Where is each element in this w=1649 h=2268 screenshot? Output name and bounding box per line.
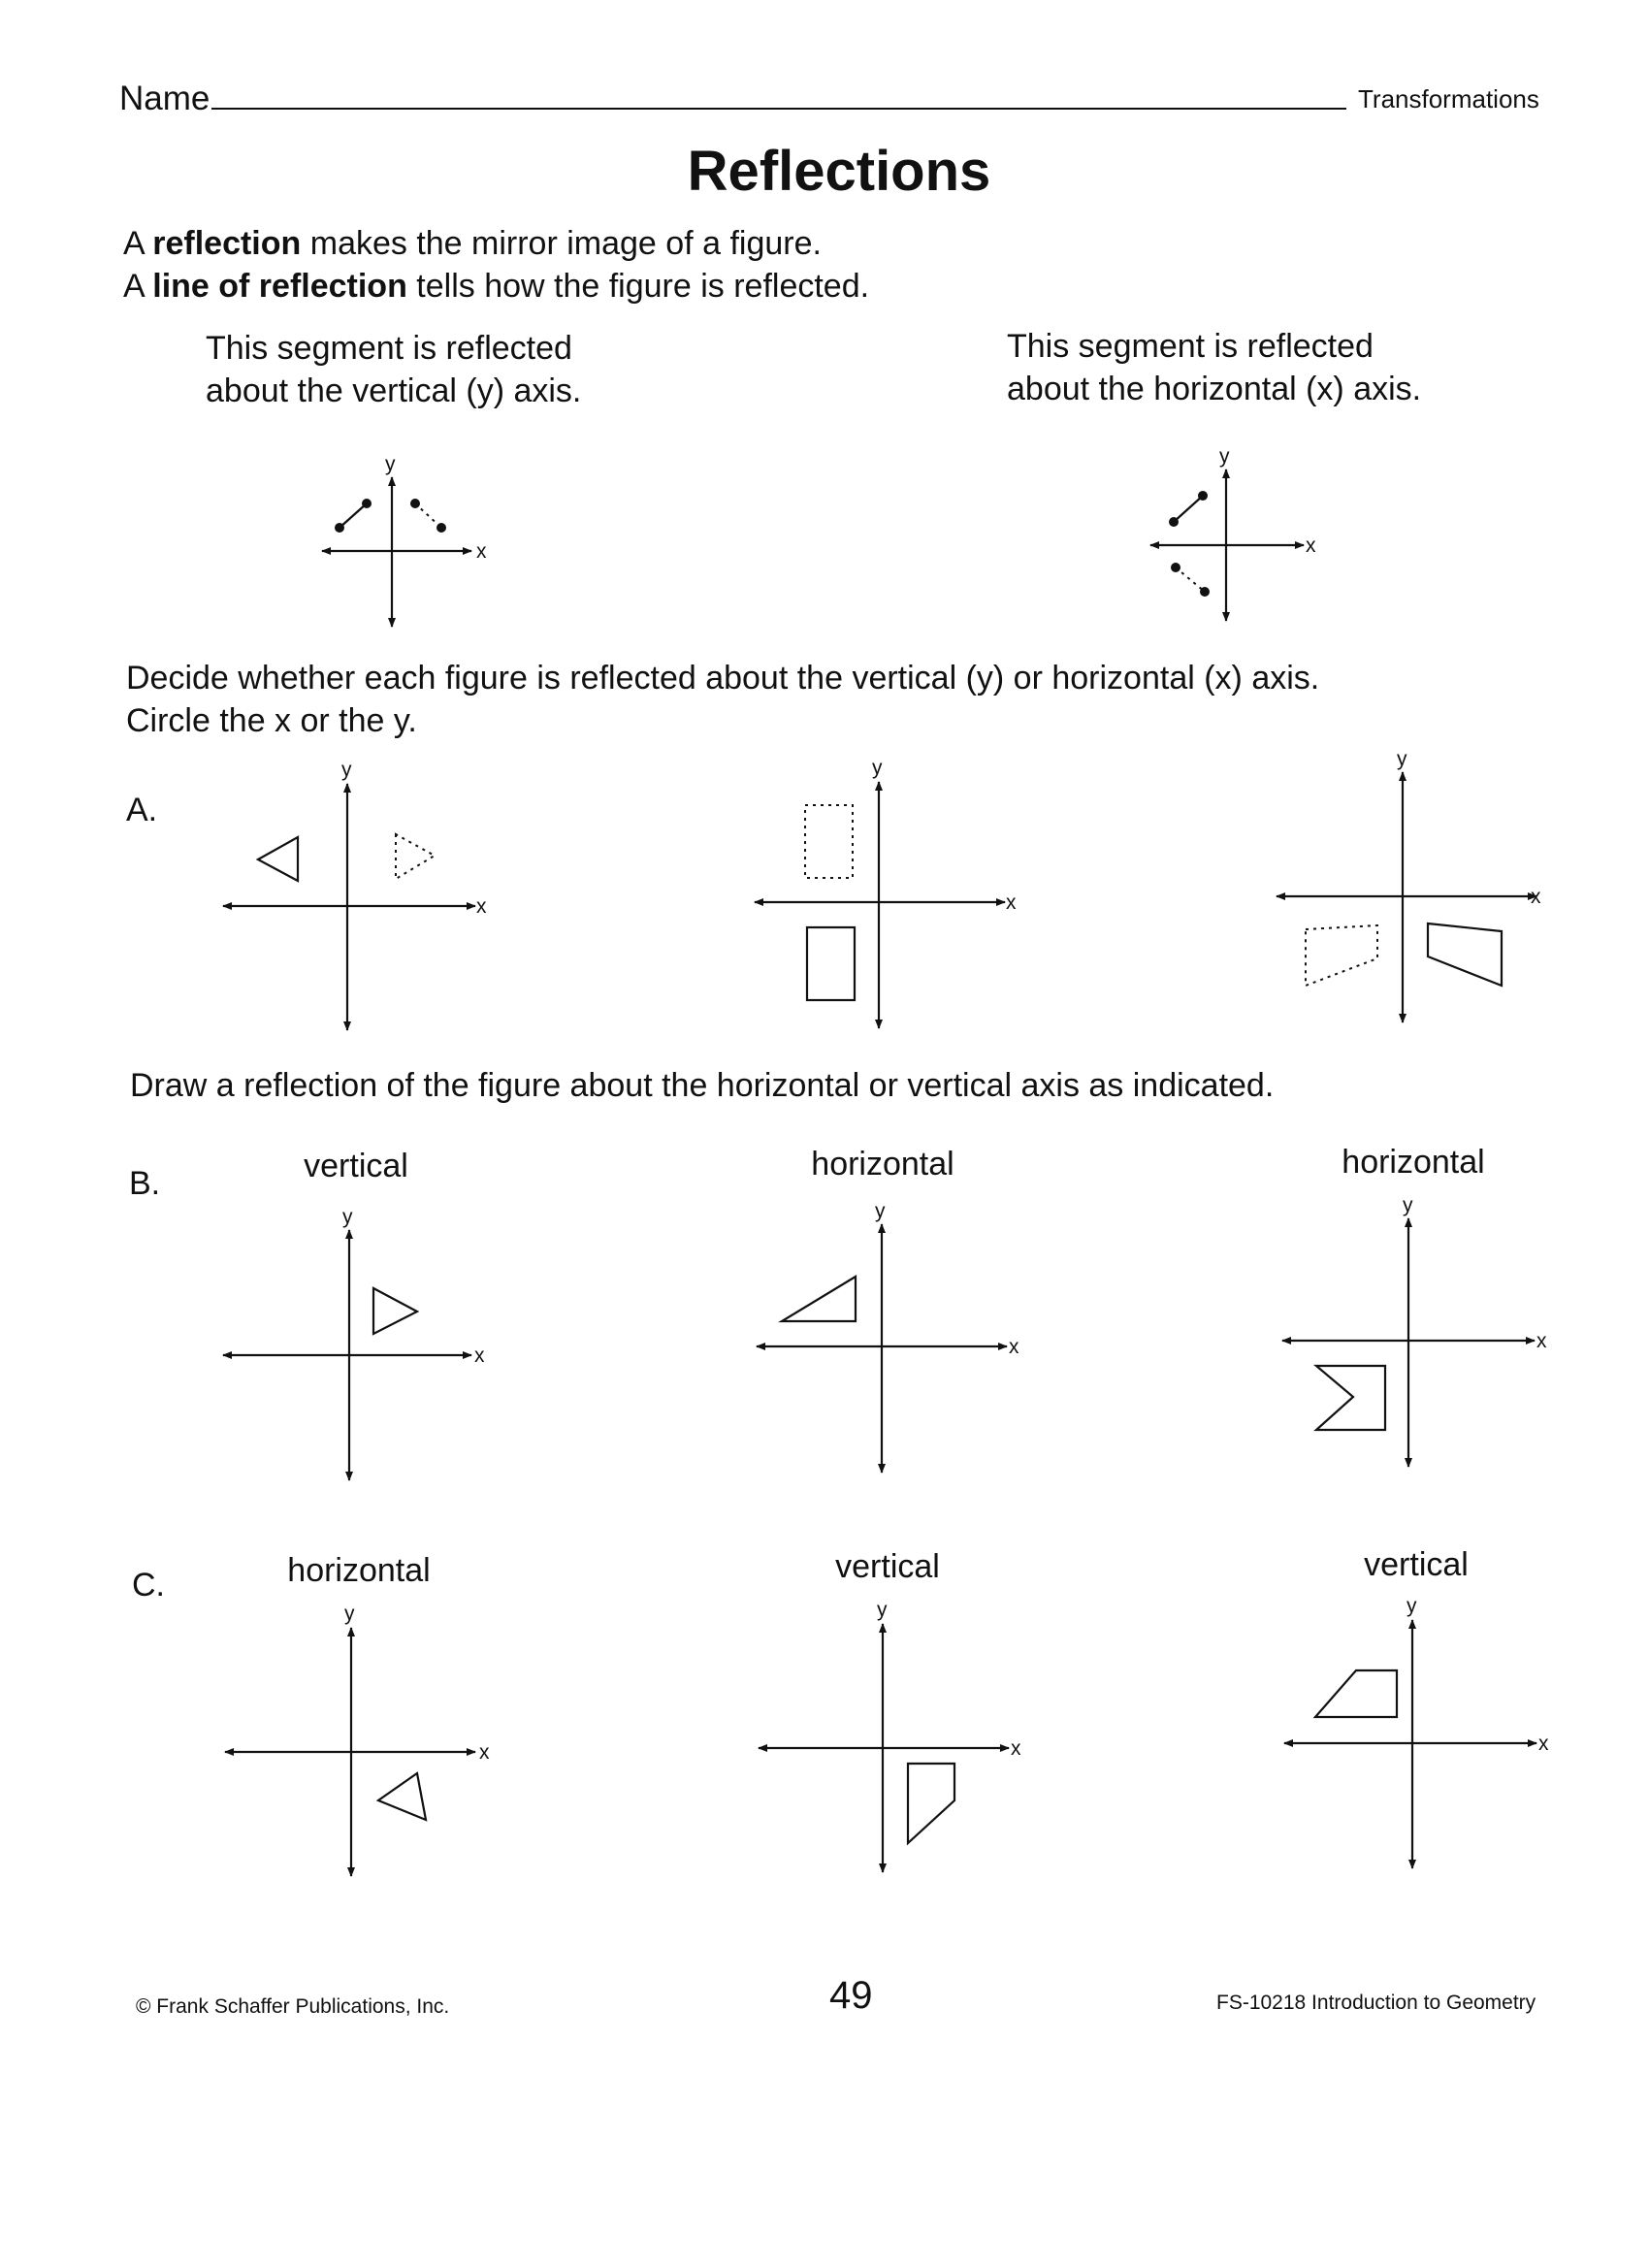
c3-diagram: [1284, 1595, 1549, 1868]
horizontal-example-caption: This segment is reflected about the horizontal (x) axis.: [1007, 328, 1422, 407]
y-axis-label: y: [342, 1206, 353, 1228]
reflected-quadrilateral: [1306, 925, 1377, 986]
quadrilateral-figure: [1315, 1670, 1397, 1717]
term-line-of-reflection: line of reflection: [152, 268, 407, 305]
page-number: 49: [829, 1974, 873, 2017]
x-axis-label[interactable]: x: [1006, 891, 1017, 914]
rectangle-figure: [807, 927, 855, 1000]
x-axis-label: x: [474, 1345, 485, 1367]
section-a-label: A.: [126, 792, 158, 828]
x-axis-label: x: [476, 540, 487, 563]
reflected-endpoint: [436, 523, 446, 533]
a2-diagram: [755, 757, 1017, 1028]
x-axis-label: x: [479, 1741, 490, 1764]
y-axis-label: y: [344, 1603, 355, 1625]
triangle-figure: [258, 837, 298, 881]
segment-endpoint: [362, 499, 372, 508]
c1-direction: horizontal: [287, 1552, 431, 1589]
x-axis-label[interactable]: x: [476, 895, 487, 918]
example-vertical-diagram: [322, 453, 487, 627]
segment-endpoint: [335, 523, 344, 533]
reflected-endpoint: [410, 499, 420, 508]
book-code: FS-10218 Introduction to Geometry: [1216, 1992, 1536, 2014]
b1-direction: vertical: [304, 1148, 408, 1184]
y-axis-label[interactable]: y: [341, 759, 352, 781]
intro-line-2: A line of reflection tells how the figure is reflected.: [123, 268, 870, 305]
reflected-rectangle: [805, 805, 853, 878]
triangle-figure: [373, 1288, 417, 1334]
c2-direction: vertical: [835, 1548, 940, 1585]
x-axis-label[interactable]: x: [1531, 886, 1541, 908]
c2-diagram: [759, 1599, 1021, 1872]
section-b-instructions: Draw a reflection of the figure about the horizontal or vertical axis as indicated.: [130, 1067, 1275, 1104]
a1-diagram: [223, 759, 487, 1030]
x-axis-label: x: [1538, 1733, 1549, 1755]
y-axis-label[interactable]: y: [872, 757, 883, 779]
b1-diagram: [223, 1206, 485, 1480]
name-label: Name: [119, 80, 210, 117]
section-c-label: C.: [132, 1567, 165, 1604]
x-axis-label: x: [1011, 1737, 1021, 1760]
a3-diagram: [1277, 748, 1541, 1022]
y-axis-label: y: [875, 1200, 886, 1222]
intro-line-1: A reflection makes the mirror image of a figure.: [123, 225, 822, 262]
c1-diagram: [225, 1603, 490, 1876]
y-axis-label: y: [1406, 1595, 1417, 1617]
reflected-triangle: [396, 834, 435, 879]
reflected-endpoint: [1200, 587, 1210, 597]
b3-direction: horizontal: [1342, 1144, 1485, 1181]
vertical-example-caption: This segment is reflected about the vertical (y) axis.: [206, 330, 582, 409]
copyright: © Frank Schaffer Publications, Inc.: [136, 1995, 450, 2018]
topic-label: Transformations: [1358, 84, 1539, 113]
section-b-label: B.: [129, 1165, 161, 1202]
quadrilateral-figure: [908, 1764, 954, 1843]
quadrilateral-figure: [1428, 923, 1502, 986]
y-axis-label: y: [385, 453, 396, 475]
example-horizontal-diagram: [1150, 445, 1316, 621]
triangle-figure: [378, 1773, 426, 1820]
x-axis-label: x: [1306, 535, 1316, 557]
b2-diagram: [757, 1200, 1019, 1473]
y-axis-label: y: [1403, 1194, 1413, 1216]
page-title: Reflections: [687, 140, 991, 203]
reflected-endpoint: [1171, 563, 1180, 572]
triangle-figure: [782, 1277, 856, 1321]
y-axis-label: y: [877, 1599, 888, 1621]
segment-endpoint: [1169, 517, 1179, 527]
y-axis-label: y: [1219, 445, 1230, 468]
term-reflection: reflection: [152, 225, 302, 262]
x-axis-label: x: [1536, 1330, 1547, 1352]
section-a-instructions: Decide whether each figure is reflected about the vertical (y) or horizontal (x) axis. Circle the x or the y.: [126, 660, 1320, 739]
x-axis-label: x: [1009, 1336, 1019, 1358]
c3-direction: vertical: [1364, 1546, 1469, 1583]
pentagon-figure: [1316, 1366, 1385, 1430]
b2-direction: horizontal: [811, 1146, 954, 1183]
segment-endpoint: [1198, 491, 1208, 501]
y-axis-label[interactable]: y: [1397, 748, 1407, 770]
b3-diagram: [1282, 1194, 1547, 1467]
